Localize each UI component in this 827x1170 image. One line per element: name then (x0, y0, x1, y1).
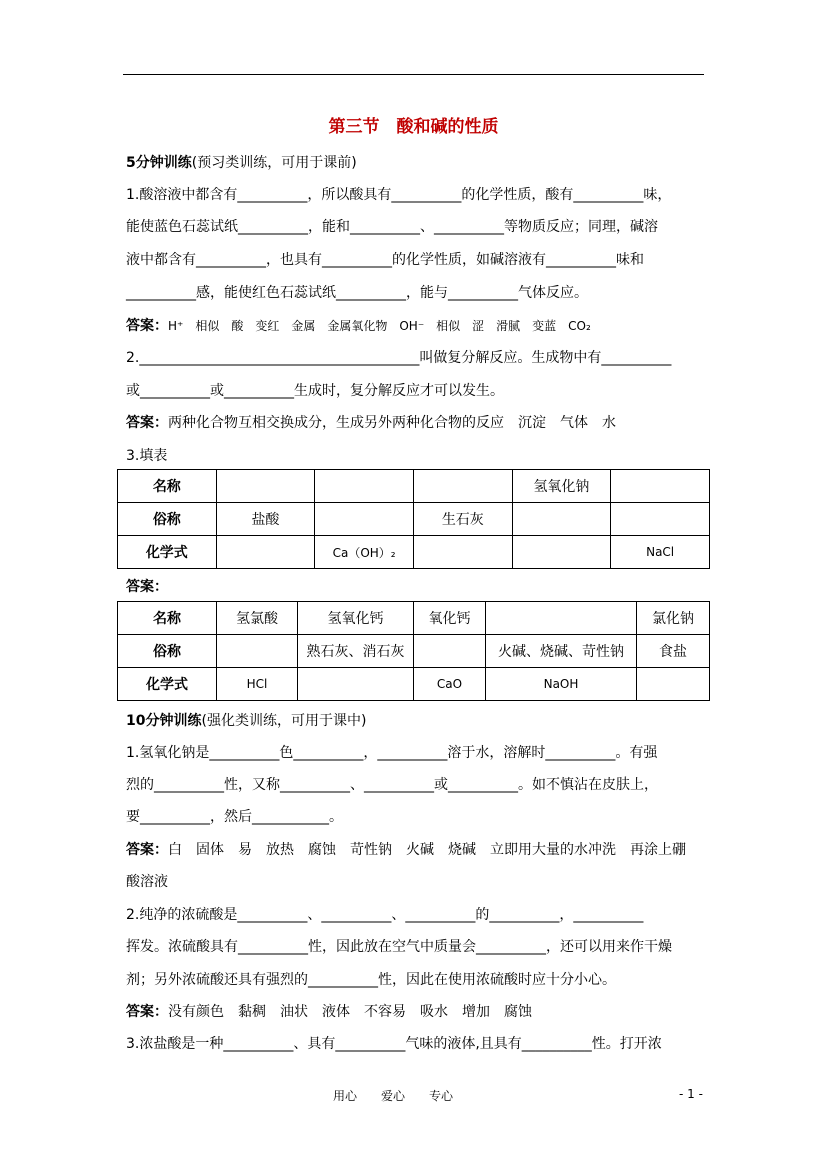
table-cell: 食盐 (637, 635, 710, 668)
table-cell (512, 536, 611, 569)
table-cell (414, 635, 486, 668)
header-rule (123, 74, 704, 75)
question-line: 液中都含有__________，也具有__________的化学性质，如碱溶液有__________味和 (126, 252, 644, 268)
answer-label: 答案： (126, 415, 168, 431)
section-note: (预习类训练，可用于课前) (191, 155, 357, 171)
table-cell (512, 503, 611, 536)
answer-text: 白 固体 易 放热 腐蚀 苛性钠 火碱 烧碱 立即用大量的水冲洗 再涂上硼 (168, 842, 686, 858)
table-cell (216, 470, 315, 503)
section-heading-5min (126, 152, 357, 172)
table-cell (637, 668, 710, 701)
answer-table (117, 601, 710, 701)
question-line: __________感，能使红色石蕊试纸__________，能与__________气体反应。 (126, 285, 588, 301)
table-cell: 盐酸 (216, 503, 315, 536)
answer-line (126, 839, 686, 859)
table-cell (217, 635, 298, 668)
table-cell (216, 536, 315, 569)
fill-table (117, 469, 710, 569)
question-line: 3.填表 (126, 448, 168, 464)
table-cell: 氢氯酸 (217, 602, 298, 635)
answer-line (126, 1001, 532, 1021)
question-line: 挥发。浓硫酸具有__________性，因此放在空气中质量会__________，还可以用来作干燥 (126, 939, 672, 955)
question-line: 能使蓝色石蕊试纸__________，能和__________、__________等物质反应；同理，碱溶 (126, 219, 658, 235)
table-cell: 氯化钠 (637, 602, 710, 635)
table-cell: NaCl (611, 536, 710, 569)
question-line: 1.酸溶液中都含有__________，所以酸具有__________的化学性质，酸有__________味， (126, 187, 672, 203)
question-line: 2.纯净的浓硫酸是__________、__________、__________的__________，__________ (126, 907, 644, 923)
section-heading-10min (126, 710, 366, 730)
table-cell (315, 503, 414, 536)
question-line: 2.________________________________________叫做复分解反应。生成物中有__________ (126, 350, 672, 366)
table-cell: Ca（OH）₂ (315, 536, 414, 569)
table-cell: 化学式 (118, 668, 217, 701)
question-line: 剂；另外浓硫酸还具有强烈的__________性，因此在使用浓硫酸时应十分小心。 (126, 972, 616, 988)
page-title: 第三节 酸和碱的性质 (328, 117, 499, 137)
table-cell: CaO (414, 668, 486, 701)
question-line: 3.浓盐酸是一种__________、具有__________气味的液体,且具有__________性。打开浓 (126, 1036, 662, 1052)
table-cell: 生石灰 (414, 503, 513, 536)
answer-label: 答案： (126, 1004, 168, 1020)
table-cell (611, 503, 710, 536)
answer-text: H⁺ 相似 酸 变红 金属 金属氧化物 OH⁻ 相似 涩 滑腻 变蓝 CO₂ (168, 319, 591, 333)
question-line: 1.氢氧化钠是__________色__________，__________溶于水，溶解时__________。有强 (126, 745, 658, 761)
answer-line (126, 315, 591, 335)
table-cell (611, 470, 710, 503)
question-line: 或__________或__________生成时，复分解反应才可以发生。 (126, 383, 504, 399)
table-cell: 氧化钙 (414, 602, 486, 635)
answer-line (126, 576, 168, 596)
table-cell (298, 668, 414, 701)
table-cell: 熟石灰、消石灰 (298, 635, 414, 668)
table-cell: 名称 (118, 602, 217, 635)
answer-label: 答案： (126, 318, 168, 334)
table-cell: 名称 (118, 470, 217, 503)
question-line: 要__________，然后___________。 (126, 809, 343, 825)
answer-label: 答案： (126, 579, 168, 595)
table-cell: 俗称 (118, 503, 217, 536)
answer-label: 答案： (126, 842, 168, 858)
answer-line (126, 412, 616, 432)
table-cell: 氢氧化钙 (298, 602, 414, 635)
table-cell (414, 470, 513, 503)
table-cell: 氢氧化钠 (512, 470, 611, 503)
table-cell (414, 536, 513, 569)
section-note: (强化类训练，可用于课中) (201, 713, 367, 729)
table-cell: HCl (217, 668, 298, 701)
section-head: 5分钟训练 (126, 155, 192, 171)
table-cell: 俗称 (118, 635, 217, 668)
table-cell (486, 602, 637, 635)
footer-motto: 用心 爱心 专心 (333, 1089, 454, 1103)
section-head: 10分钟训练 (126, 713, 202, 729)
page-number: - 1 - (679, 1087, 703, 1101)
table-cell: 火碱、烧碱、苛性钠 (486, 635, 637, 668)
question-line: 烈的__________性，又称__________、__________或__________。如不慎沾在皮肤上， (126, 777, 658, 793)
answer-text: 没有颜色 黏稠 油状 液体 不容易 吸水 增加 腐蚀 (168, 1004, 532, 1020)
answer-text: 两种化合物互相交换成分，生成另外两种化合物的反应 沉淀 气体 水 (168, 415, 616, 431)
table-cell: 化学式 (118, 536, 217, 569)
table-cell (315, 470, 414, 503)
answer-line: 酸溶液 (126, 874, 168, 890)
table-cell: NaOH (486, 668, 637, 701)
